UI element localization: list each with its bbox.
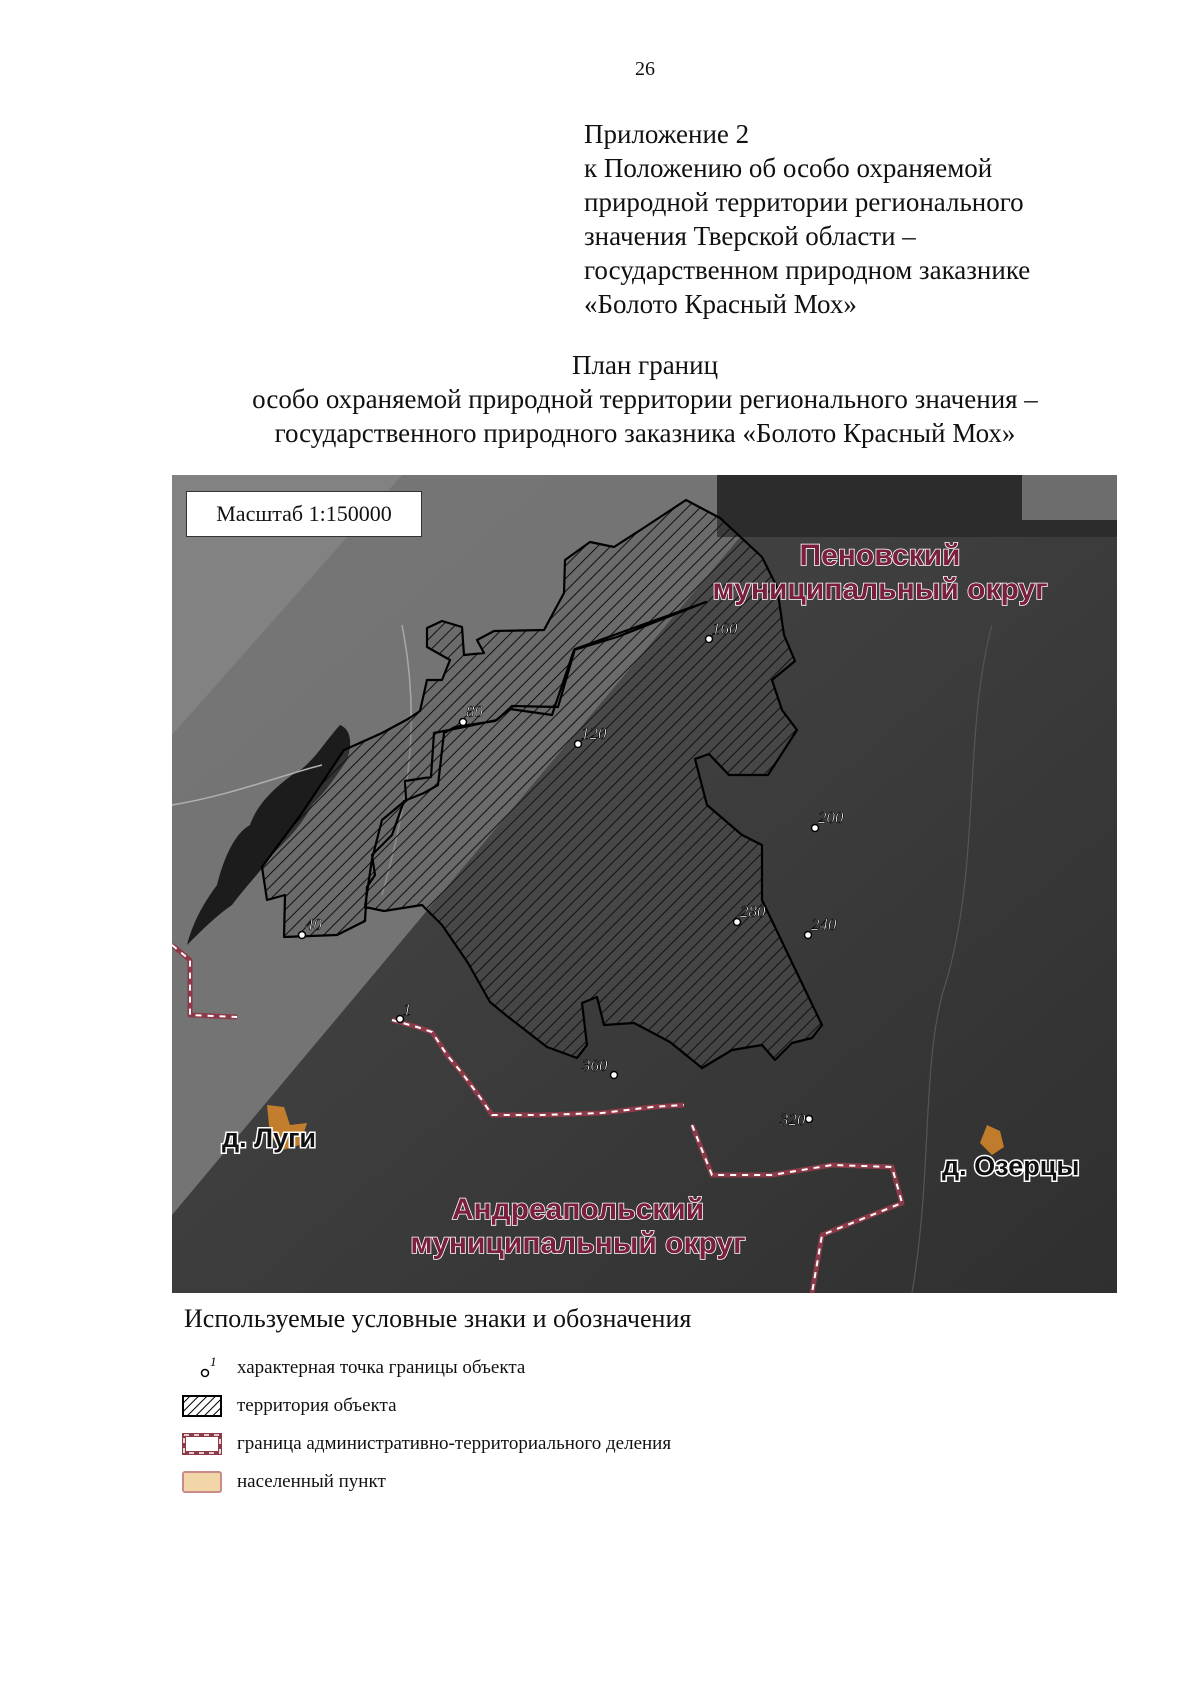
boundary-point-marker	[806, 1116, 813, 1123]
settlement-label-lugi: д. Луги	[222, 1123, 316, 1153]
legend-label: характерная точка границы объекта	[237, 1357, 526, 1378]
admin-boundary-icon	[182, 1433, 222, 1455]
appendix-line: природной территории регионального	[584, 187, 1024, 217]
region-label-penovsky: муниципальный округ	[712, 573, 1048, 606]
appendix-line: «Болото Красный Мох»	[584, 289, 857, 319]
hatched-territory-icon	[182, 1395, 222, 1417]
boundary-point-icon	[182, 1357, 222, 1379]
appendix-heading	[584, 117, 1144, 321]
appendix-line: государственном природном заказнике	[584, 255, 1031, 285]
map-scale: Масштаб 1:150000	[186, 491, 422, 537]
boundary-point-label: 320	[780, 1110, 806, 1129]
legend-label: граница административно-территориального деления	[237, 1433, 672, 1454]
appendix-line: Приложение 2	[584, 119, 750, 149]
page-number: 26	[635, 58, 655, 80]
boundary-point-label: 280	[740, 902, 766, 921]
region-label-penovsky: Пеновский	[799, 539, 961, 572]
boundary-map	[172, 475, 1117, 1293]
map-canvas	[172, 475, 1117, 1293]
boundary-point-label: 360	[582, 1056, 608, 1075]
appendix-line: к Положению об особо охраняемой	[584, 153, 993, 183]
plan-title-line: государственного природного заказника «Болото Красный Мох»	[274, 418, 1016, 448]
boundary-point-label: 200	[818, 808, 844, 827]
cloud-patch	[1022, 475, 1117, 520]
settlement-icon	[182, 1471, 222, 1493]
plan-title	[0, 348, 1200, 450]
boundary-point-label: 120	[581, 724, 607, 743]
boundary-point-label: 160	[712, 619, 738, 638]
boundary-point-label: 1	[403, 1000, 412, 1019]
legend-point-superscript: 1	[210, 1357, 217, 1369]
legend-title: Используемые условные знаки и обозначения	[184, 1304, 692, 1333]
boundary-point-label: 40	[305, 915, 322, 934]
legend-label: населенный пункт	[237, 1471, 386, 1492]
region-label-andreapolsky: муниципальный округ	[410, 1227, 746, 1260]
plan-title-line: особо охраняемой природной территории регионального значения –	[252, 384, 1038, 414]
legend-label: территория объекта	[237, 1395, 397, 1416]
region-label-andreapolsky: Андреапольский	[451, 1193, 705, 1226]
boundary-point-label: 240	[811, 915, 837, 934]
appendix-line: значения Тверской области –	[584, 221, 916, 251]
plan-title-line: План границ	[571, 350, 719, 380]
settlement-label-ozertsy: д. Озерцы	[942, 1151, 1080, 1181]
boundary-point-label: 80	[466, 702, 483, 721]
boundary-point-marker	[611, 1072, 618, 1079]
